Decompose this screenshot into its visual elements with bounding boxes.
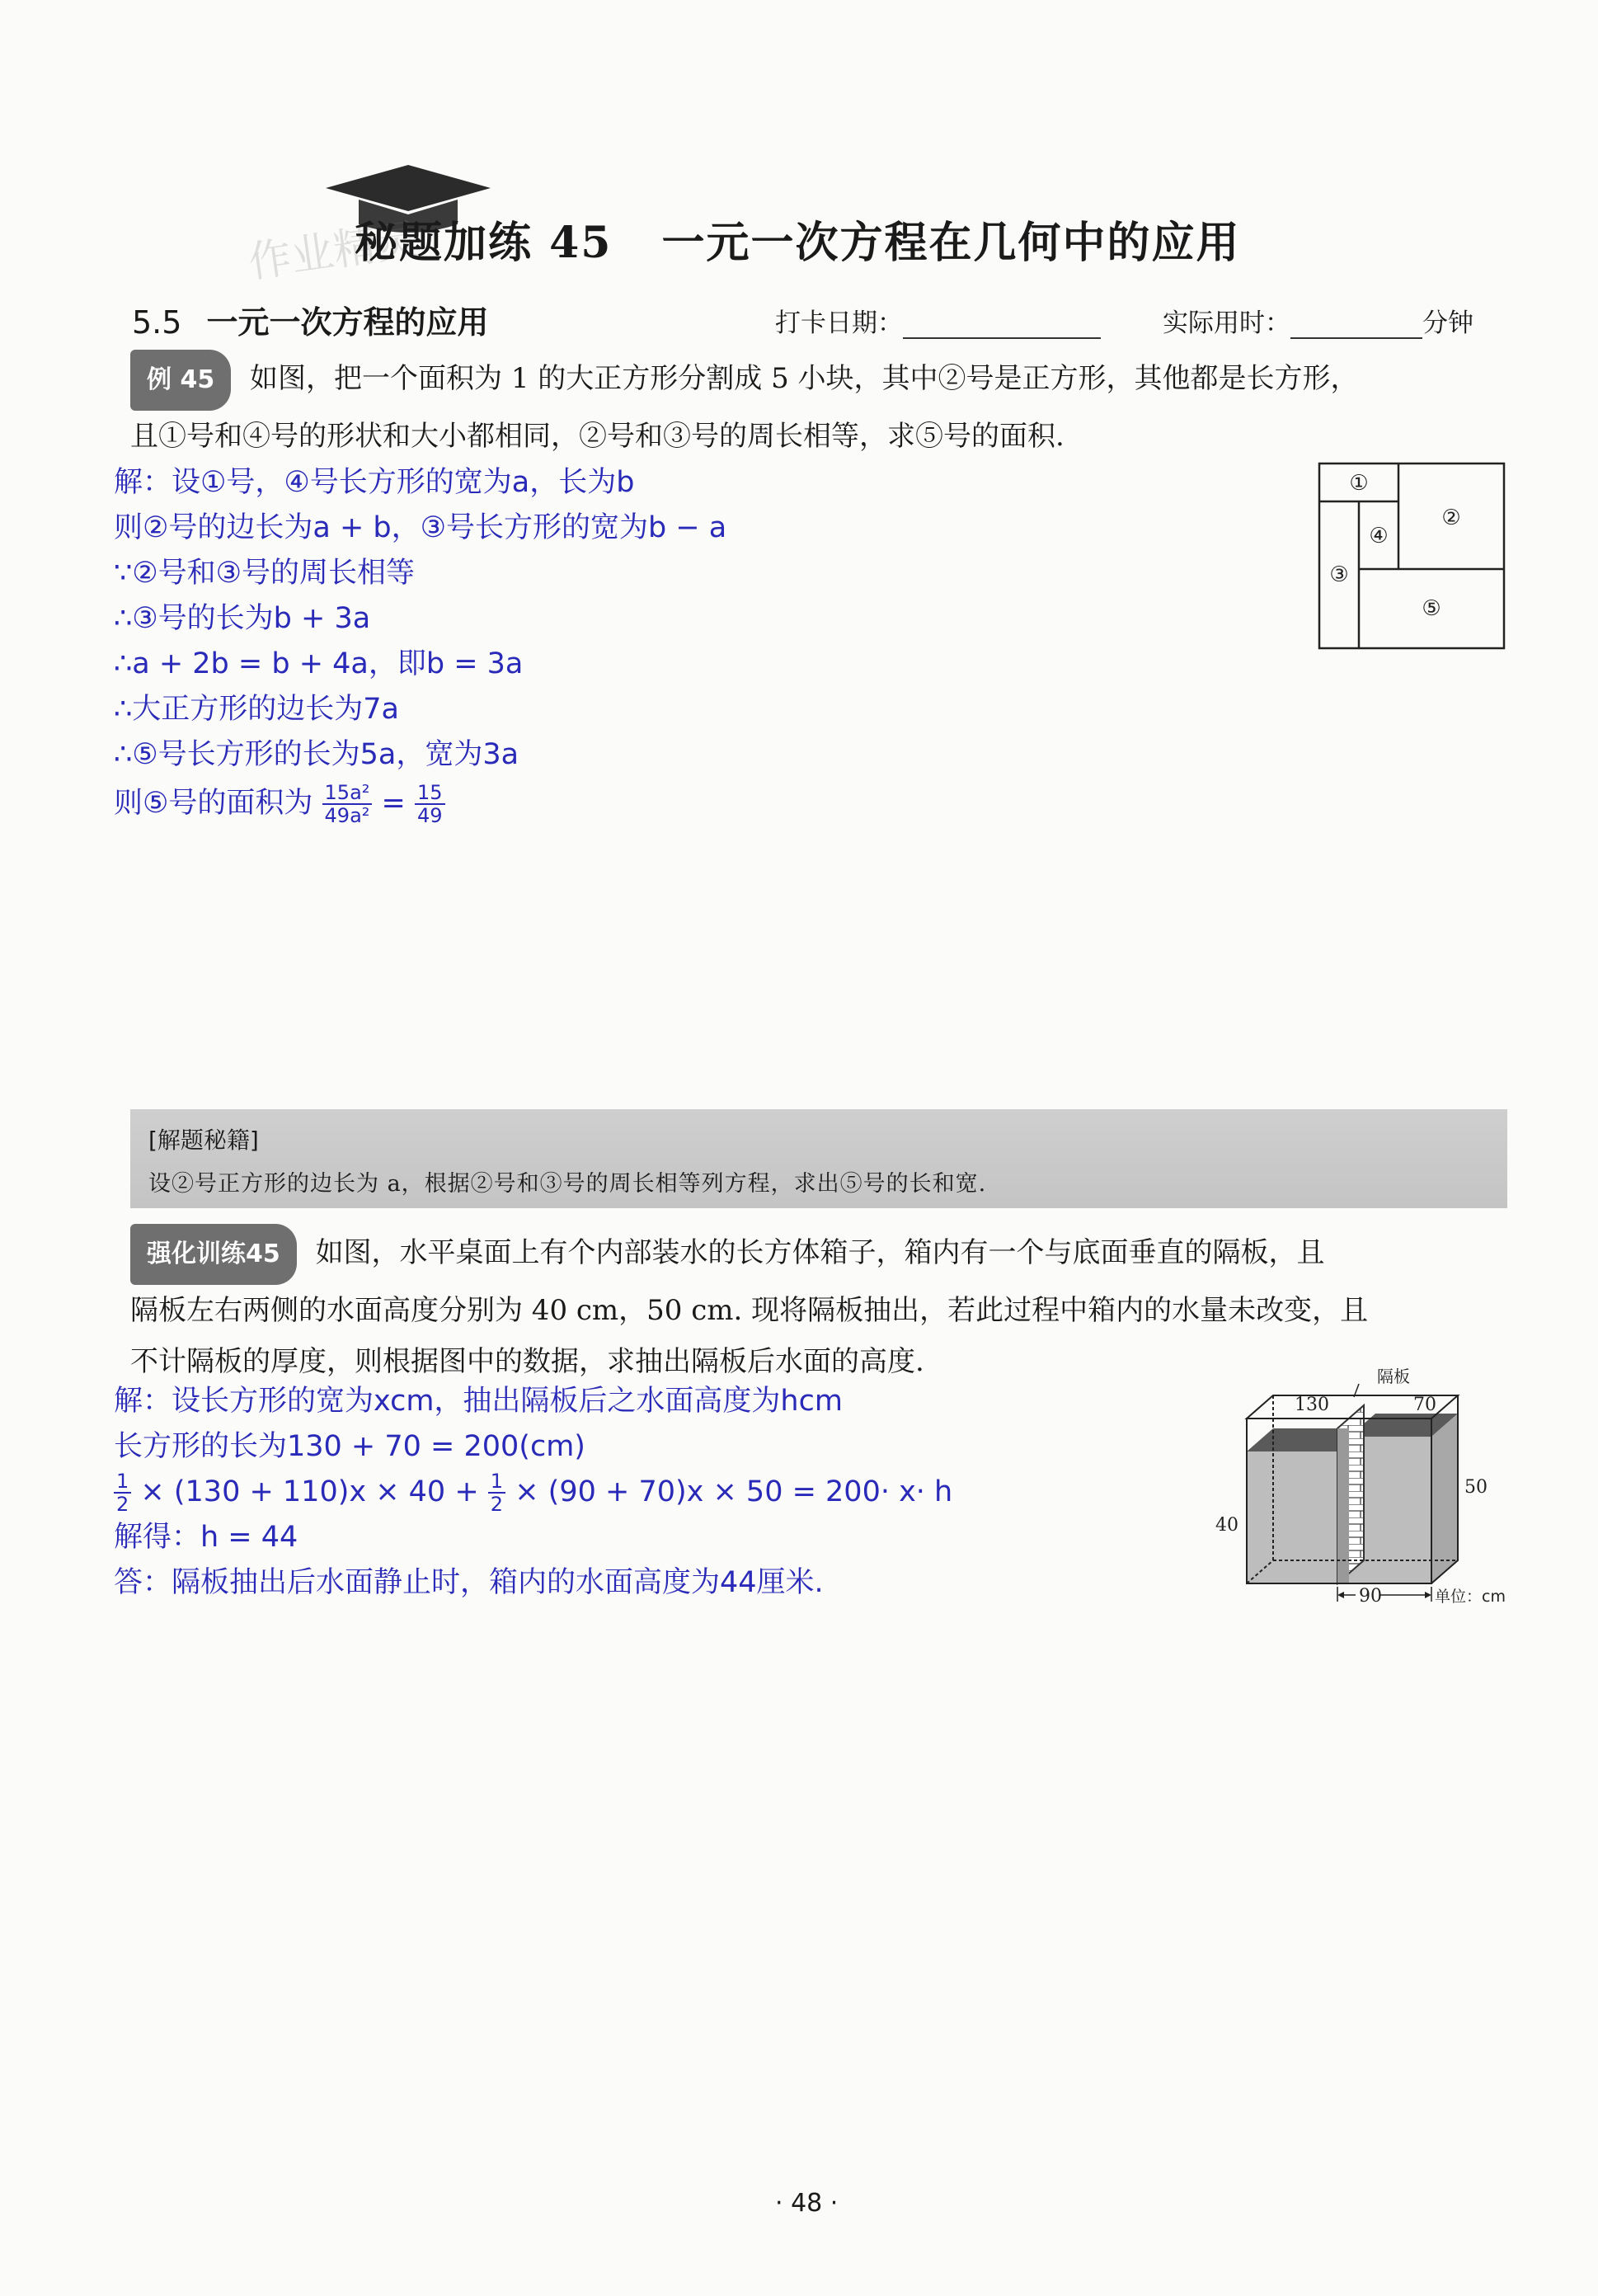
water-tank-figure (1212, 1367, 1517, 1608)
region-5-label: ⑤ (1422, 596, 1441, 621)
region-3-label: ③ (1329, 562, 1349, 587)
numerator: 15 (415, 782, 445, 805)
answer-line: ∴大正方形的边长为7a (114, 693, 399, 726)
checkin-blank (903, 313, 1101, 339)
fraction (322, 782, 373, 826)
answer-line: ∵②号和③号的周长相等 (114, 557, 416, 590)
denominator: 49a² (324, 804, 370, 827)
tip-box (130, 1109, 1507, 1208)
label-90: 90 (1359, 1586, 1382, 1607)
answer-line: 解：设①号，④号长方形的宽为a，长为b (114, 466, 635, 499)
example-tag: 例 45 (130, 350, 231, 411)
title-left: 秘题加练 45 (355, 218, 613, 268)
answer-line: 解：设长方形的宽为xcm，抽出隔板后之水面高度为hcm (114, 1385, 843, 1418)
example-problem (130, 350, 1359, 462)
label-130: 130 (1295, 1395, 1329, 1415)
denominator: 2 (116, 1493, 129, 1516)
section-heading (132, 297, 488, 342)
section-name: 一元一次方程的应用 (206, 303, 489, 341)
fraction (488, 1470, 505, 1515)
training-tag: 强化训练45 (130, 1224, 297, 1285)
training-line2: 隔板左右两侧的水面高度分别为 40 cm，50 cm. 现将隔板抽出，若此过程中箱内的水量未改变，且 (130, 1294, 1369, 1327)
section-number: 5.5 (132, 304, 182, 341)
page-title (355, 208, 1240, 270)
denominator: 2 (490, 1493, 504, 1516)
final-prefix: 则⑤号的面积为 (114, 787, 313, 820)
region-2-label: ② (1441, 506, 1461, 530)
time-used-field (1163, 302, 1473, 339)
numerator: 15a² (322, 782, 373, 805)
answer-line: 答：隔板抽出后水面静止时，箱内的水面高度为44厘米. (114, 1566, 824, 1599)
answer-final (114, 781, 726, 826)
region-4-label: ④ (1369, 524, 1389, 548)
answer-equation (114, 1470, 952, 1515)
label-partition: 隔板 (1377, 1367, 1410, 1386)
equation-part1: × (130 + 110)x × 40 + (140, 1475, 479, 1508)
denominator: 49 (417, 804, 443, 827)
label-unit: 单位：cm (1435, 1588, 1506, 1606)
answer-line: ∴⑤号长方形的长为5a，宽为3a (114, 738, 519, 771)
label-40: 40 (1215, 1515, 1238, 1536)
answer-line: 长方形的长为130 + 70 = 200(cm) (114, 1430, 585, 1463)
region-1-label: ① (1349, 471, 1369, 496)
checkin-date-field (775, 302, 1101, 339)
watermark: 作业精灵 (245, 214, 422, 289)
numerator: 1 (114, 1470, 131, 1494)
label-70: 70 (1413, 1395, 1436, 1415)
training-problem (130, 1224, 1368, 1387)
numerator: 1 (488, 1470, 505, 1494)
answer-line: 解得：h = 44 (114, 1521, 298, 1554)
answer-line: 则②号的边长为a + b，③号长方形的宽为b − a (114, 511, 727, 544)
training-line1: 如图，水平桌面上有个内部装水的长方体箱子，箱内有一个与底面垂直的隔板，且 (315, 1236, 1325, 1269)
answer-line: ∴③号的长为b + 3a (114, 602, 371, 635)
page-number: · 48 · (775, 2189, 839, 2218)
tip-body: 设②号正方形的边长为 a，根据②号和③号的周长相等列方程，求出⑤号的长和宽. (148, 1171, 987, 1197)
training-line3: 不计隔板的厚度，则根据图中的数据，求抽出隔板后水面的高度. (130, 1345, 924, 1378)
title-right: 一元一次方程在几何中的应用 (661, 218, 1241, 268)
time-label: 实际用时： (1163, 308, 1290, 338)
time-blank (1290, 313, 1422, 339)
label-50: 50 (1464, 1477, 1488, 1498)
training-answer (114, 1379, 952, 1606)
example-line1: 如图，把一个面积为 1 的大正方形分割成 5 小块，其中②号是正方形，其他都是长方形， (250, 362, 1359, 395)
square-partition-figure (1318, 462, 1507, 652)
equals: = (381, 787, 406, 820)
fraction (415, 782, 445, 826)
fraction (114, 1470, 131, 1515)
tip-heading: [解题秘籍] (148, 1127, 259, 1154)
example-line2: 且①号和④号的形状和大小都相同，②号和③号的周长相等，求⑤号的面积. (130, 420, 1065, 453)
example-answer (114, 460, 726, 826)
answer-line: ∴a + 2b = b + 4a，即b = 3a (114, 647, 524, 680)
checkin-label: 打卡日期： (775, 308, 903, 338)
equation-part2: × (90 + 70)x × 50 = 200· x· h (515, 1475, 953, 1508)
time-unit: 分钟 (1422, 308, 1473, 338)
